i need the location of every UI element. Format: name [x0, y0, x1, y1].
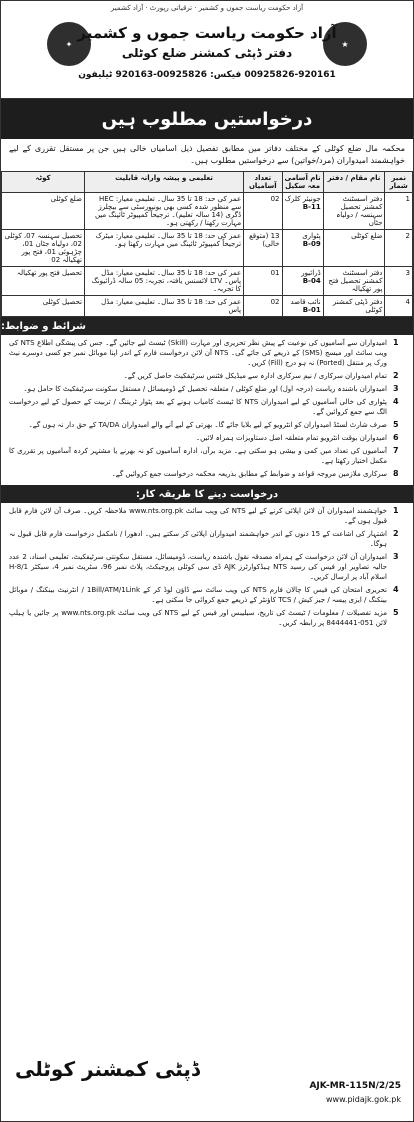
- row-post: [282, 296, 323, 317]
- row-post: [282, 230, 323, 267]
- item-text: خواہشمند امیدواران آن لائن اپلائی کرنے کے لیے NTS کی ویب سائٹ www.nts.org.pk ملاحظہ کریں۔ صرف آن لائن فارم قابل قبول ہوں گے۔: [9, 507, 388, 525]
- item-number: 1: [393, 506, 399, 515]
- row-number: 3: [385, 267, 413, 296]
- item-text: امیدواران سے آسامیوں کی نوعیت کے پیش نظر تحریری اور مہارت (Skill) ٹیسٹ لیے جائیں گے۔ جس کی پیشگی اطلاع NTS کی ویب سائٹ اور میسج (SMS) کے ذریعے کی جائے گی۔ NTS آن لائن درخواست فارم کے اندر اپنا موبائل نمبر جو کسی دوسرے نیٹ ورک پر منتقل (Ported) نہ ہو درج (Fill) کریں۔: [9, 339, 388, 367]
- conditions-title: شرائط و ضوابط:: [1, 317, 413, 335]
- item-text: امیدواران باشندہ ریاست (درجہ اول) اور ضلع کوٹلی / متعلقہ تحصیل کے ڈومیسائل / مستقل سکونت سرٹیفکیٹ کا حامل ہو۔: [23, 385, 387, 393]
- row-quota: تحصیل کوٹلی: [2, 296, 85, 317]
- post-scale: B-01: [302, 306, 321, 314]
- item-number: 4: [393, 585, 399, 594]
- col-qualification: تعلیمی و پیشہ وارانہ قابلیت: [84, 172, 243, 193]
- item-number: 2: [393, 529, 399, 538]
- government-title: آزاد حکومت ریاست جموں و کشمیر: [77, 24, 337, 42]
- item-number: 1: [393, 338, 399, 347]
- ajk-logo-icon: ✦: [47, 22, 91, 66]
- item-text: سرکاری ملازمین مروجہ قواعد و ضوابط کے مطابق بذریعہ محکمہ درخواست جمع کروائیں گے۔: [111, 470, 387, 478]
- item-text: تمام امیدواران سرکاری / نیم سرکاری ادارہ سے میڈیکل فٹنس سرٹیفکیٹ حاصل کریں گے۔: [123, 372, 387, 380]
- how-to-apply-list: [1, 503, 413, 634]
- post-scale: B-11: [302, 203, 321, 211]
- row-quota: تحصیل سہنسہ 07، کوٹلی 02، دولیاہ جٹاں 01، چڑہوئی 01، فتح پور تھکیالہ 02: [2, 230, 85, 267]
- item-text: تحریری امتحان کی فیس کا چالان فارم NTS کی ویب سائٹ سے ڈاؤن لوڈ کر کے 1Bill/ATM/1Link / انٹرنیٹ بینکنگ / موبائل بینکنگ / ایزی پیسہ / جیز کیش / TCS کاؤنٹر کے ذریعے جمع کروائی جا سکتی ہے۔: [9, 586, 387, 604]
- item-number: 5: [393, 608, 399, 617]
- row-office: دفتر اسسٹنٹ کمشنر تحصیل سہنسہ / دولیاہ جٹاں: [323, 193, 385, 230]
- post-name: ڈرائیور: [301, 269, 321, 277]
- item-text: امیدواران بوقت انٹرویو تمام متعلقہ اصل دستاویزات ہمراہ لائیں۔: [195, 434, 387, 442]
- ajk-crest-icon: ★: [323, 22, 367, 66]
- item-text: آسامیوں کی تعداد میں کمی و بیشی ہو سکتی ہے۔ مزید برآں، ادارہ آسامیوں کو نہ بھرنے یا مشتہر کردہ آسامیوں پر تقرری کا مکمل اختیار رکھتا ہے۔: [9, 447, 387, 465]
- vacancies-banner: درخواستیں مطلوب ہیں: [1, 99, 413, 139]
- header-tagline: آزاد حکومت ریاست جموں و کشمیر · ترقیاتی رپورٹ · آزاد کشمیر: [110, 4, 304, 12]
- item-number: 5: [393, 420, 399, 429]
- row-count: 01: [244, 267, 282, 296]
- list-item: [9, 529, 405, 549]
- table-row: [2, 296, 413, 317]
- post-scale: B-04: [302, 277, 321, 285]
- item-text: صرف شارٹ لسٹڈ امیدواران کو انٹرویو کے لیے بلایا جائے گا۔ بھرتی کے لیے آنے والے امیدواران TA/DA کے حق دار نہ ہوں گے۔: [28, 421, 387, 429]
- post-name: جونیئر کلرک: [284, 195, 321, 203]
- office-title: دفتر ڈپٹی کمشنر ضلع کوٹلی: [121, 46, 293, 60]
- website-link[interactable]: www.pidajk.gok.pk: [326, 1095, 401, 1104]
- conditions-list: [1, 335, 413, 485]
- jobs-table: [1, 171, 413, 317]
- row-office: ضلع کوٹلی: [323, 230, 385, 267]
- item-text: اشتہار کی اشاعت کے 15 دنوں کے اندر خواہشمند امیدواران اپلائی کر سکتے ہیں۔ ادھورا / نامکمل درخواست فارم قابل قبول نہ ہوگا۔: [9, 530, 387, 548]
- list-item: [9, 371, 405, 381]
- item-number: 6: [393, 433, 399, 442]
- post-scale: B-09: [302, 240, 321, 248]
- list-item: [9, 446, 405, 466]
- row-office: دفتر ڈپٹی کمشنر کوٹلی: [323, 296, 385, 317]
- list-item: [9, 397, 405, 417]
- item-number: 7: [393, 446, 399, 455]
- list-item: [9, 420, 405, 430]
- reference-code: AJK-MR-115N/2/25: [309, 1081, 401, 1091]
- col-post: نام آسامی معہ سکیل: [282, 172, 323, 193]
- how-to-apply-title: درخواست دینے کا طریقہ کار:: [1, 485, 413, 503]
- table-row: [2, 230, 413, 267]
- item-number: 2: [393, 371, 399, 380]
- col-serial: نمبر شمار: [385, 172, 413, 193]
- signature: ڈپٹی کمشنر کوٹلی: [15, 1057, 200, 1081]
- item-number: 3: [393, 552, 399, 561]
- row-number: 4: [385, 296, 413, 317]
- post-name: پٹواری: [302, 232, 321, 240]
- list-item: [9, 433, 405, 443]
- list-item: [9, 585, 405, 605]
- col-office: نام مقام / دفتر: [323, 172, 385, 193]
- table-row: [2, 267, 413, 296]
- footer: [9, 1053, 405, 1113]
- col-quota: کوٹہ: [2, 172, 85, 193]
- header: [1, 12, 413, 99]
- post-name: نائب قاصد: [290, 298, 321, 306]
- table-row: [2, 193, 413, 230]
- row-quota: تحصیل فتح پور تھکیالہ: [2, 267, 85, 296]
- row-number: 1: [385, 193, 413, 230]
- item-text: امیدواران آن لائن درخواست کے ہمراہ مصدقہ نقول باشندہ ریاست، ڈومیسائل، مستقل سکونتی سرٹیفکیٹ، تعلیمی اسناد، 2 عدد حالیہ تصاویر اور فیس کی رسید NTS ہیڈکوارٹرز AJK ڈی سی کوٹلی پروجیکٹ، پلاٹ نمبر 96، سٹریٹ نمبر 4، سیکٹر 8/1-H اسلام آباد پر ارسال کریں۔: [9, 553, 388, 581]
- item-number: 8: [393, 469, 399, 478]
- row-qualification: عمر کی حد: 18 تا 35 سال۔ تعلیمی معیار: میٹرک ترجیحاً کمپیوٹر ٹائپنگ میں مہارت رکھتا ہو۔: [84, 230, 243, 267]
- item-number: 3: [393, 384, 399, 393]
- row-quota: ضلع کوٹلی: [2, 193, 85, 230]
- row-qualification: عمر کی حد: 18 تا 35 سال۔ تعلیمی معیار: مڈل پاس۔ LTV لائسنس یافتہ، تجربہ: 05 سالہ ڈرائیونگ کا تجربہ۔: [84, 267, 243, 296]
- row-qualification: عمر کی حد: 18 تا 35 سال۔ تعلیمی معیار: مڈل پاس: [84, 296, 243, 317]
- list-item: [9, 469, 405, 479]
- list-item: [9, 338, 405, 368]
- row-qualification: عمر کی حد: 18 تا 35 سال۔ تعلیمی معیار: HEC سے منظور شدہ کسی بھی یونیورسٹی سے بیچلرز ڈگری (14 سالہ تعلیم)۔ ترجیحاً کمپیوٹر ٹائپنگ میں مہارت رکھتا / رکھتی ہو۔: [84, 193, 243, 230]
- list-item: [9, 506, 405, 526]
- row-number: 2: [385, 230, 413, 267]
- list-item: [9, 608, 405, 628]
- row-post: [282, 267, 323, 296]
- col-count: تعداد آسامیاں: [244, 172, 282, 193]
- row-count: 02: [244, 296, 282, 317]
- item-text: مزید تفصیلات / معلومات / ٹیسٹ کی تاریخ، سیلیبس اور فیس کے لیے NTS کی ویب سائٹ www.nts.org.pk پر جائیں یا ہیلپ لائن 051-8444441 پر رابطہ کریں۔: [9, 609, 388, 627]
- contact-phones: 00925826-920161 فیکس: 00925826-920163 ٹیلیفون: [78, 70, 336, 80]
- jobs-table-header-row: [2, 172, 413, 193]
- row-post: [282, 193, 323, 230]
- item-text: پٹواری کی خالی آسامیوں کے لیے امیدواران NTS کا ٹیسٹ کامیاب ہونے کے بعد پٹوار ٹریننگ / تربیت کے حصول کے لیے درخواست الگ سے جمع کروائیں گے۔: [9, 398, 387, 416]
- intro-paragraph: محکمہ مال ضلع کوٹلی کے مختلف دفاتر میں مطابق تفصیل ذیل اسامیاں خالی ہیں جن پر مستقل تقرری کے لیے خواہشمند امیدواران (مرد/خواتین) سے درخواستیں مطلوب ہیں۔: [9, 144, 405, 165]
- row-count: 02: [244, 193, 282, 230]
- list-item: [9, 384, 405, 394]
- list-item: [9, 552, 405, 582]
- row-count: 13 (متوقع خالی): [244, 230, 282, 267]
- item-number: 4: [393, 397, 399, 406]
- row-office: دفتر اسسٹنٹ کمشنر تحصیل فتح پور تھکیالہ: [323, 267, 385, 296]
